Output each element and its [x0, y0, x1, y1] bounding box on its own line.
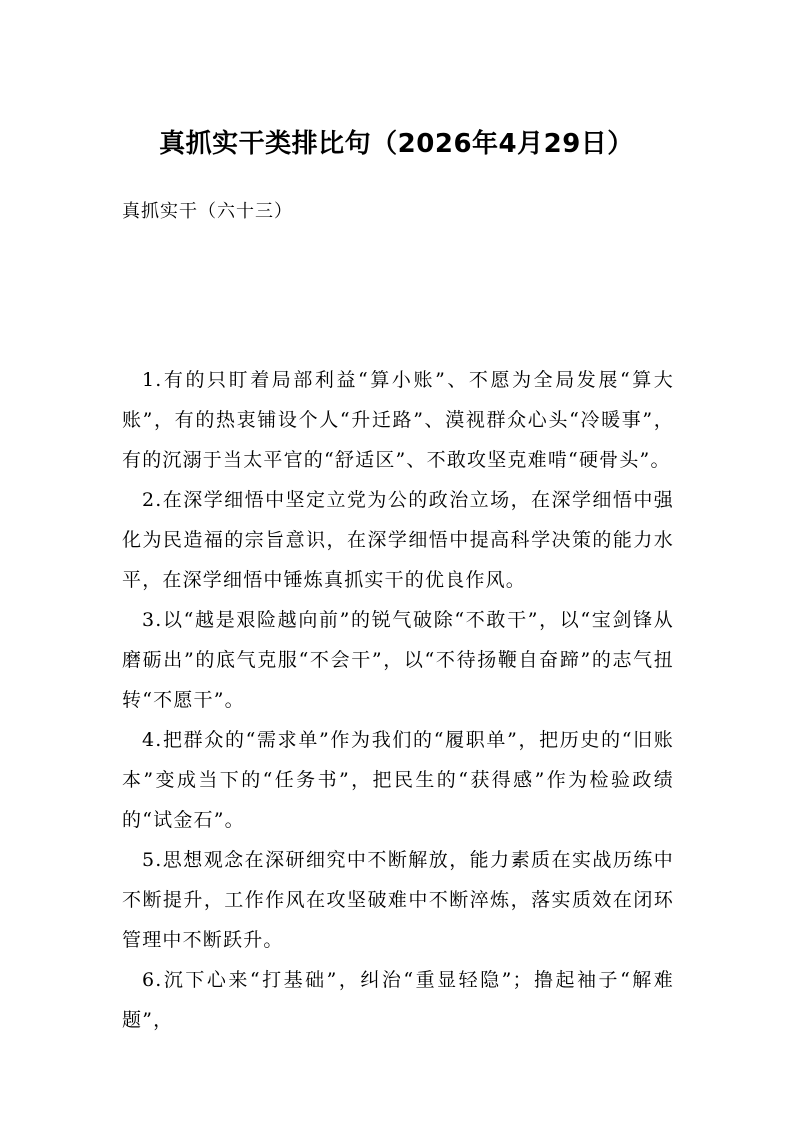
document-subtitle: 真抓实干（六十三） — [122, 201, 293, 222]
paragraph-5: 5.思想观念在深研细究中不断解放，能力素质在实战历练中不断提升，工作作风在攻坚破难中不断淬炼，落实质效在闭环管理中不断跃升。 — [122, 849, 674, 951]
paragraph-6: 6.沉下心来“打基础”，纠治“重显轻隐”；撸起袖子“解难题”， — [122, 969, 674, 1031]
paragraph-4: 4.把群众的“需求单”作为我们的“履职单”，把历史的“旧账本”变成当下的“任务书”，把民生的“获得感”作为检验政绩的“试金石”。 — [122, 729, 674, 831]
document-title: 真抓实干类排比句（2026年4月29日） — [159, 129, 634, 159]
document-body — [122, 360, 674, 1040]
paragraph-3: 3.以“越是艰险越向前”的锐气破除“不敢干”，以“宝剑锋从磨砺出”的底气克服“不会干”，以“不待扬鞭自奋蹄”的志气扭转“不愿干”。 — [122, 609, 674, 711]
paragraph-1: 1.有的只盯着局部利益“算小账”、不愿为全局发展“算大账”，有的热衷铺设个人“升迁路”、漠视群众心头“冷暖事”，有的沉溺于当太平官的“舒适区”、不敢攻坚克难啃“硬骨头”。 — [122, 369, 674, 471]
paragraph-2: 2.在深学细悟中坚定立党为公的政治立场，在深学细悟中强化为民造福的宗旨意识，在深学细悟中提高科学决策的能力水平，在深学细悟中锤炼真抓实干的优良作风。 — [122, 489, 674, 591]
